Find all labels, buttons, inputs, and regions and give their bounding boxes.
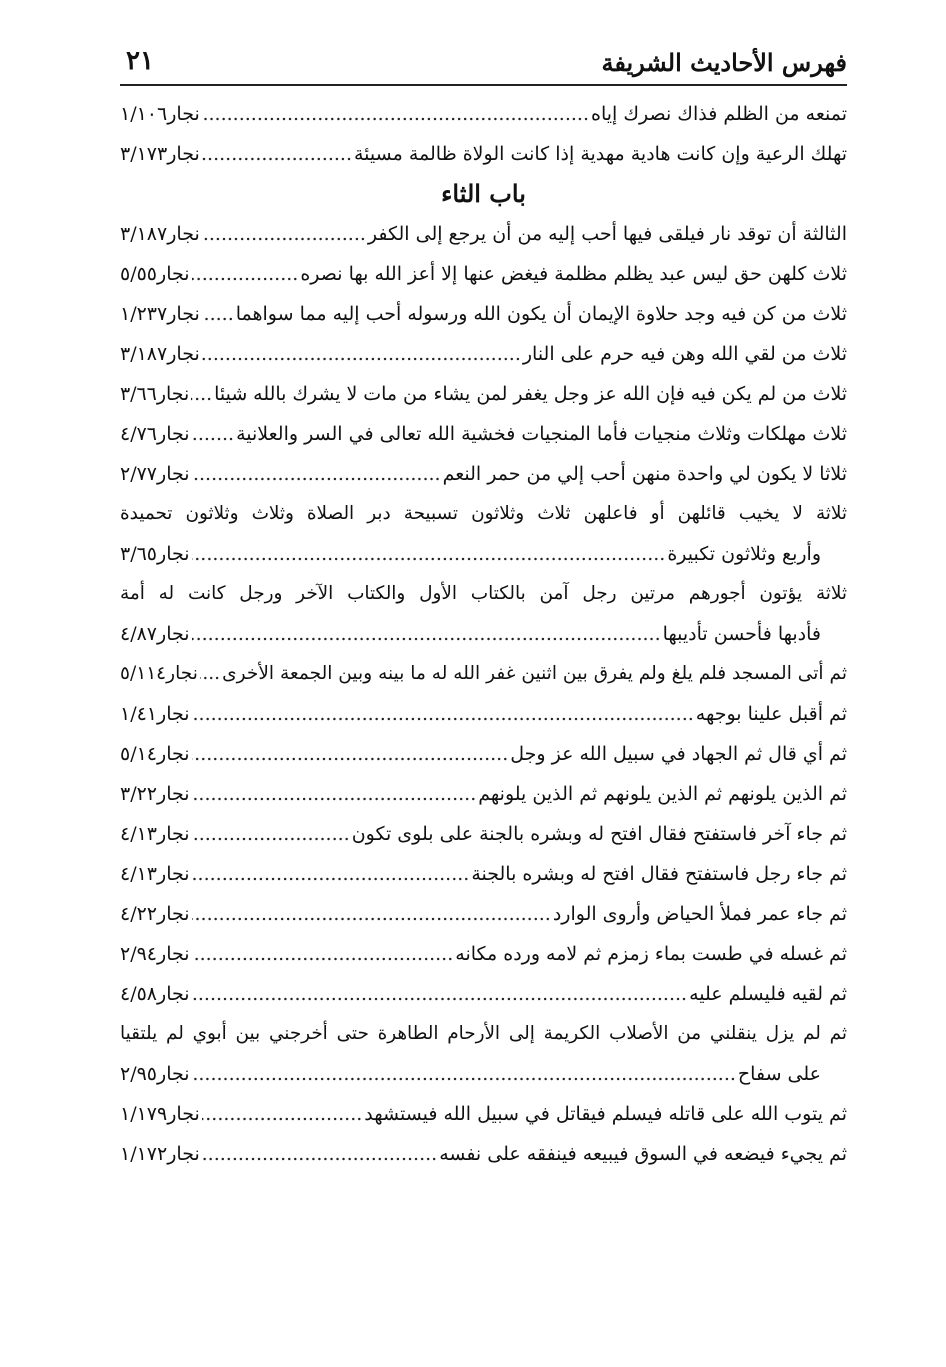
list-item [120, 534, 847, 574]
leader-dots [192, 254, 299, 294]
hadith-text: ثم يتوب الله على قاتله فيسلم فيقاتل في سبيل الله فيستشهد [364, 1103, 847, 1125]
list-item [120, 454, 847, 494]
hadith-reference: نجار٥/١١٤ [120, 663, 198, 684]
leader-dots [202, 134, 352, 174]
hadith-reference: نجار٢/٧٧ [120, 463, 190, 485]
leader-dots [192, 454, 441, 494]
hadith-reference: نجار٣/٢٢ [120, 783, 190, 805]
list-item [120, 934, 847, 974]
hadith-text: ثم يجيء فيضعه في السوق فيبيعه فينفقه على نفسه [439, 1143, 847, 1165]
leader-dots [192, 974, 688, 1014]
list-item [120, 94, 847, 134]
list-item [120, 774, 847, 814]
hadith-reference: نجار٤/١٣ [120, 823, 190, 845]
leader-dots [192, 894, 551, 934]
hadith-reference: نجار٤/١٣ [120, 863, 190, 885]
hadith-text: ثلاث مهلكات وثلاث منجيات فأما المنجيات فخشية الله تعالى في السر والعلانية [236, 423, 847, 445]
hadith-reference: نجار٤/٨٧ [120, 623, 190, 645]
hadith-reference: نجار٥/١٤ [120, 743, 190, 765]
page-title: فهرس الأحاديث الشريفة [601, 48, 847, 77]
leader-dots [192, 1054, 736, 1094]
list-item-first-line [120, 494, 847, 534]
hadith-reference: نجار٢/٩٤ [120, 943, 190, 965]
hadith-text: ثم جاء آخر فاستفتح فقال افتح له وبشره بالجنة على بلوى تكون [351, 823, 847, 845]
list-item-first-line [120, 1014, 847, 1054]
hadith-reference: نجار٣/١٨٧ [120, 223, 200, 245]
list-item [120, 254, 847, 294]
list-item [120, 294, 847, 334]
hadith-reference: نجار٣/٦٥ [120, 543, 190, 565]
hadith-text: ثلاثة لا يخيب قائلهن أو فاعلهن ثلاث وثلاثون تسبيحة دبر الصلاة وثلاث وثلاثون تحميدة [120, 503, 847, 524]
leader-dots [192, 414, 235, 454]
hadith-text: ثم الذين يلونهم ثم الذين يلونهم ثم الذين يلونهم [478, 783, 847, 805]
leader-dots [192, 814, 350, 854]
hadith-reference: نجار١/١٧٢ [120, 1143, 200, 1165]
leader-dots [192, 774, 477, 814]
hadith-text-continuation: على سفاح [737, 1063, 821, 1085]
leader-dots [192, 534, 666, 574]
hadith-text: ثم جاء رجل فاستفتح فقال افتح له وبشره بالجنة [471, 863, 847, 885]
hadith-text: ثم أقبل علينا بوجهه [695, 703, 847, 725]
list-item [120, 694, 847, 734]
hadith-reference: نجار٣/١٧٣ [120, 143, 200, 165]
leader-dots [202, 294, 234, 334]
leader-dots [202, 214, 366, 254]
hadith-text-continuation: وأربع وثلاثون تكبيرة [667, 543, 821, 565]
hadith-reference: نجار٤/٥٨ [120, 983, 190, 1005]
hadith-reference: نجار٣/٦٦ [120, 383, 190, 405]
hadith-text-continuation: فأدبها فأحسن تأديبها [662, 623, 821, 645]
hadith-text: ثلاث من لقي الله وهن فيه حرم على النار [522, 343, 847, 365]
index-page [120, 38, 847, 1174]
leader-dots [202, 1134, 437, 1174]
list-item [120, 654, 847, 694]
page-number: ٢١ [126, 46, 154, 76]
list-item [120, 1094, 847, 1134]
hadith-text: تهلك الرعية وإن كانت هادية مهدية إذا كانت الولاة ظالمة مسيئة [354, 143, 847, 165]
list-item-first-line [120, 574, 847, 614]
hadith-reference: نجار١/١٠٦ [120, 103, 200, 125]
page-header [120, 38, 847, 86]
hadith-text: ثم أي قال ثم الجهاد في سبيل الله عز وجل [510, 743, 847, 765]
list-item [120, 974, 847, 1014]
list-item [120, 814, 847, 854]
hadith-reference: نجار٤/٢٢ [120, 903, 190, 925]
hadith-reference: نجار١/١٧٩ [120, 1103, 200, 1125]
list-item [120, 1134, 847, 1174]
leader-dots [202, 94, 589, 134]
leader-dots [192, 854, 470, 894]
hadith-text: الثالثة أن توقد نار فيلقى فيها أحب إليه من أن يرجع إلى الكفر [367, 223, 847, 245]
list-item [120, 894, 847, 934]
hadith-reference: نجار٥/٥٥ [120, 263, 190, 285]
hadith-reference: نجار١/٤١ [120, 703, 190, 725]
hadith-reference: نجار٣/١٨٧ [120, 343, 200, 365]
leader-dots [192, 734, 509, 774]
hadith-text: ثم لقيه فليسلم عليه [689, 983, 847, 1005]
hadith-reference: نجار٤/٧٦ [120, 423, 190, 445]
leader-dots [202, 1094, 363, 1134]
hadith-text: ثلاث من لم يكن فيه فإن الله عز وجل يغفر لمن يشاء من مات لا يشرك بالله شيئا [214, 383, 847, 405]
list-item [120, 334, 847, 374]
hadith-text: ثم لم يزل ينقلني من الأصلاب الكريمة إلى الأرحام الطاهرة حتى أخرجني بين أبوي لم يلتقيا [120, 1023, 847, 1044]
list-item [120, 214, 847, 254]
list-item [120, 134, 847, 174]
hadith-text: ثلاثة يؤتون أجورهم مرتين رجل آمن بالكتاب الأول والكتاب الآخر ورجل كانت له أمة [120, 583, 847, 604]
list-item [120, 414, 847, 454]
hadith-text: ثم جاء عمر فملأ الحياض وأروى الوارد [552, 903, 847, 925]
leader-dots [202, 334, 521, 374]
list-item [120, 734, 847, 774]
hadith-text: تمنعه من الظلم فذاك نصرك إياه [591, 103, 847, 125]
hadith-text: ثلاثا لا يكون لي واحدة منهن أحب إلي من حمر النعم [442, 463, 847, 485]
hadith-index-list [120, 94, 847, 1174]
hadith-text: ثم غسله في طست بماء زمزم ثم لامه ورده مكانه [455, 943, 847, 965]
list-item [120, 614, 847, 654]
leader-dots [192, 694, 694, 734]
leader-dots [192, 934, 454, 974]
hadith-text: ثلاث كلهن حق ليس عبد يظلم مظلمة فيغض عنها إلا أعز الله بها نصره [300, 263, 847, 285]
leader-dots [200, 654, 220, 694]
list-item [120, 374, 847, 414]
hadith-reference: نجار١/٢٣٧ [120, 303, 200, 325]
hadith-text: ثلاث من كن فيه وجد حلاوة الإيمان أن يكون الله ورسوله أحب إليه مما سواهما [235, 303, 847, 325]
section-heading: باب الثاء [441, 179, 526, 208]
list-item [120, 854, 847, 894]
hadith-reference: نجار٢/٩٥ [120, 1063, 190, 1085]
leader-dots [192, 614, 661, 654]
leader-dots [191, 374, 212, 414]
list-item [120, 1054, 847, 1094]
hadith-text: ثم أتى المسجد فلم يلغ ولم يفرق بين اثنين غفر الله له ما بينه وبين الجمعة الأخرى [222, 663, 847, 684]
